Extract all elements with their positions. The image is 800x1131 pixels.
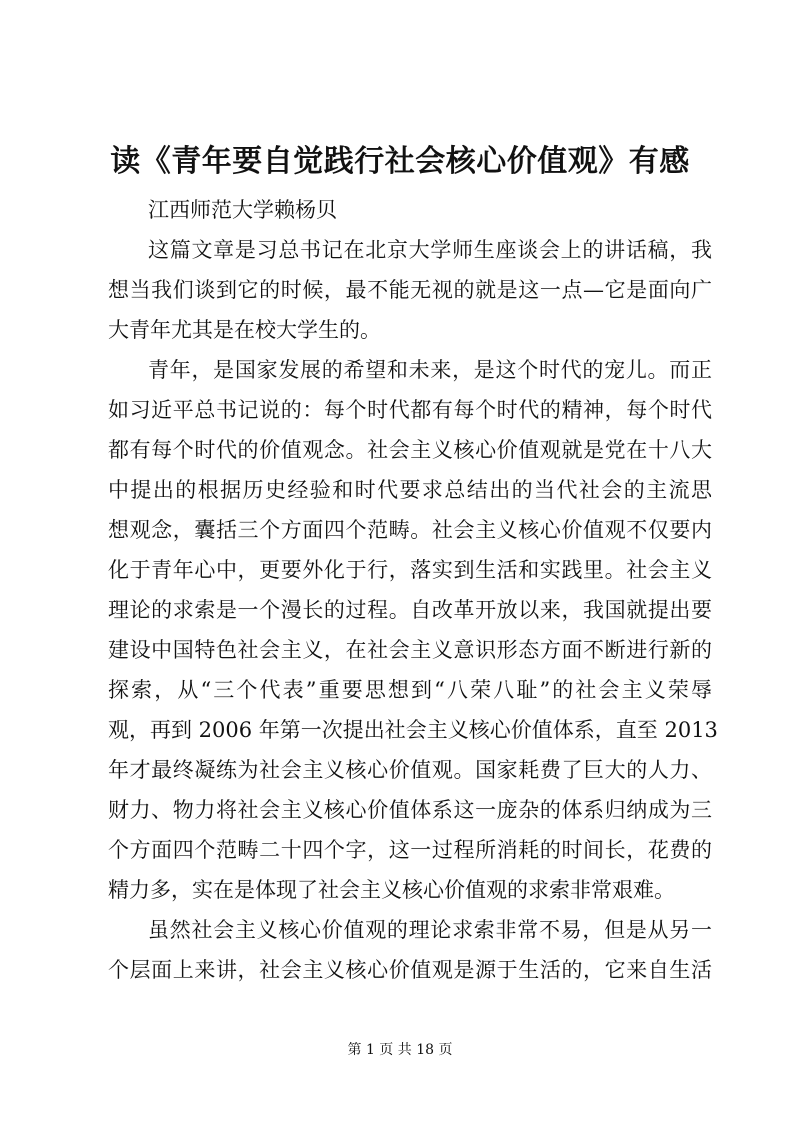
paragraph-1: [108, 230, 712, 350]
paragraph-line: 个方面四个范畴二十四个字，这一过程所消耗的时间长，花费的: [108, 838, 712, 862]
author-line: 江西师范大学赖杨贝: [148, 198, 337, 222]
paragraph-line: 虽然社会主义核心价值观的理论求索非常不易，但是从另一: [148, 918, 712, 942]
paragraph-line: 如习近平总书记说的：每个时代都有每个时代的精神，每个时代: [108, 398, 712, 422]
paragraph-line: 理论的求索是一个漫长的过程。自改革开放以来，我国就提出要: [108, 598, 712, 622]
paragraph-line: 想当我们谈到它的时候，最不能无视的就是这一点—它是面向广: [108, 278, 712, 302]
paragraph-line: 观，再到 2006 年第一次提出社会主义核心价值体系，直至 2013: [108, 718, 718, 742]
page-number-footer: 第 1 页 共 18 页: [347, 1042, 453, 1058]
paragraph-line: 大青年尤其是在校大学生的。: [108, 318, 381, 342]
paragraph-3: [108, 910, 712, 990]
document-body: [108, 190, 718, 990]
document-title: 读《青年要自觉践行社会核心价值观》有感: [110, 144, 690, 179]
paragraph-line: 财力、物力将社会主义核心价值体系这一庞杂的体系归纳成为三: [108, 798, 712, 822]
paragraph-line: 年才最终凝练为社会主义核心价值观。国家耗费了巨大的人力、: [108, 758, 712, 782]
paragraph-line: 想观念，囊括三个方面四个范畴。社会主义核心价值观不仅要内: [108, 518, 712, 542]
paragraph-line: 中提出的根据历史经验和时代要求总结出的当代社会的主流思: [108, 478, 712, 502]
paragraph-line: 精力多，实在是体现了社会主义核心价值观的求索非常艰难。: [108, 878, 675, 902]
paragraph-2: [108, 350, 718, 910]
paragraph-line: 个层面上来讲，社会主义核心价值观是源于生活的，它来自生活: [108, 958, 712, 982]
paragraph-line: 化于青年心中，更要外化于行，落实到生活和实践里。社会主义: [108, 558, 712, 582]
paragraph-line: 这篇文章是习总书记在北京大学师生座谈会上的讲话稿，我: [148, 238, 712, 262]
paragraph-line: 都有每个时代的价值观念。社会主义核心价值观就是党在十八大: [108, 438, 712, 462]
paragraph-line: 青年，是国家发展的希望和未来，是这个时代的宠儿。而正: [148, 358, 712, 382]
paragraph-line: 探索，从“三个代表”重要思想到“八荣八耻”的社会主义荣辱: [108, 678, 712, 702]
paragraph-line: 建设中国特色社会主义，在社会主义意识形态方面不断进行新的: [108, 638, 712, 662]
